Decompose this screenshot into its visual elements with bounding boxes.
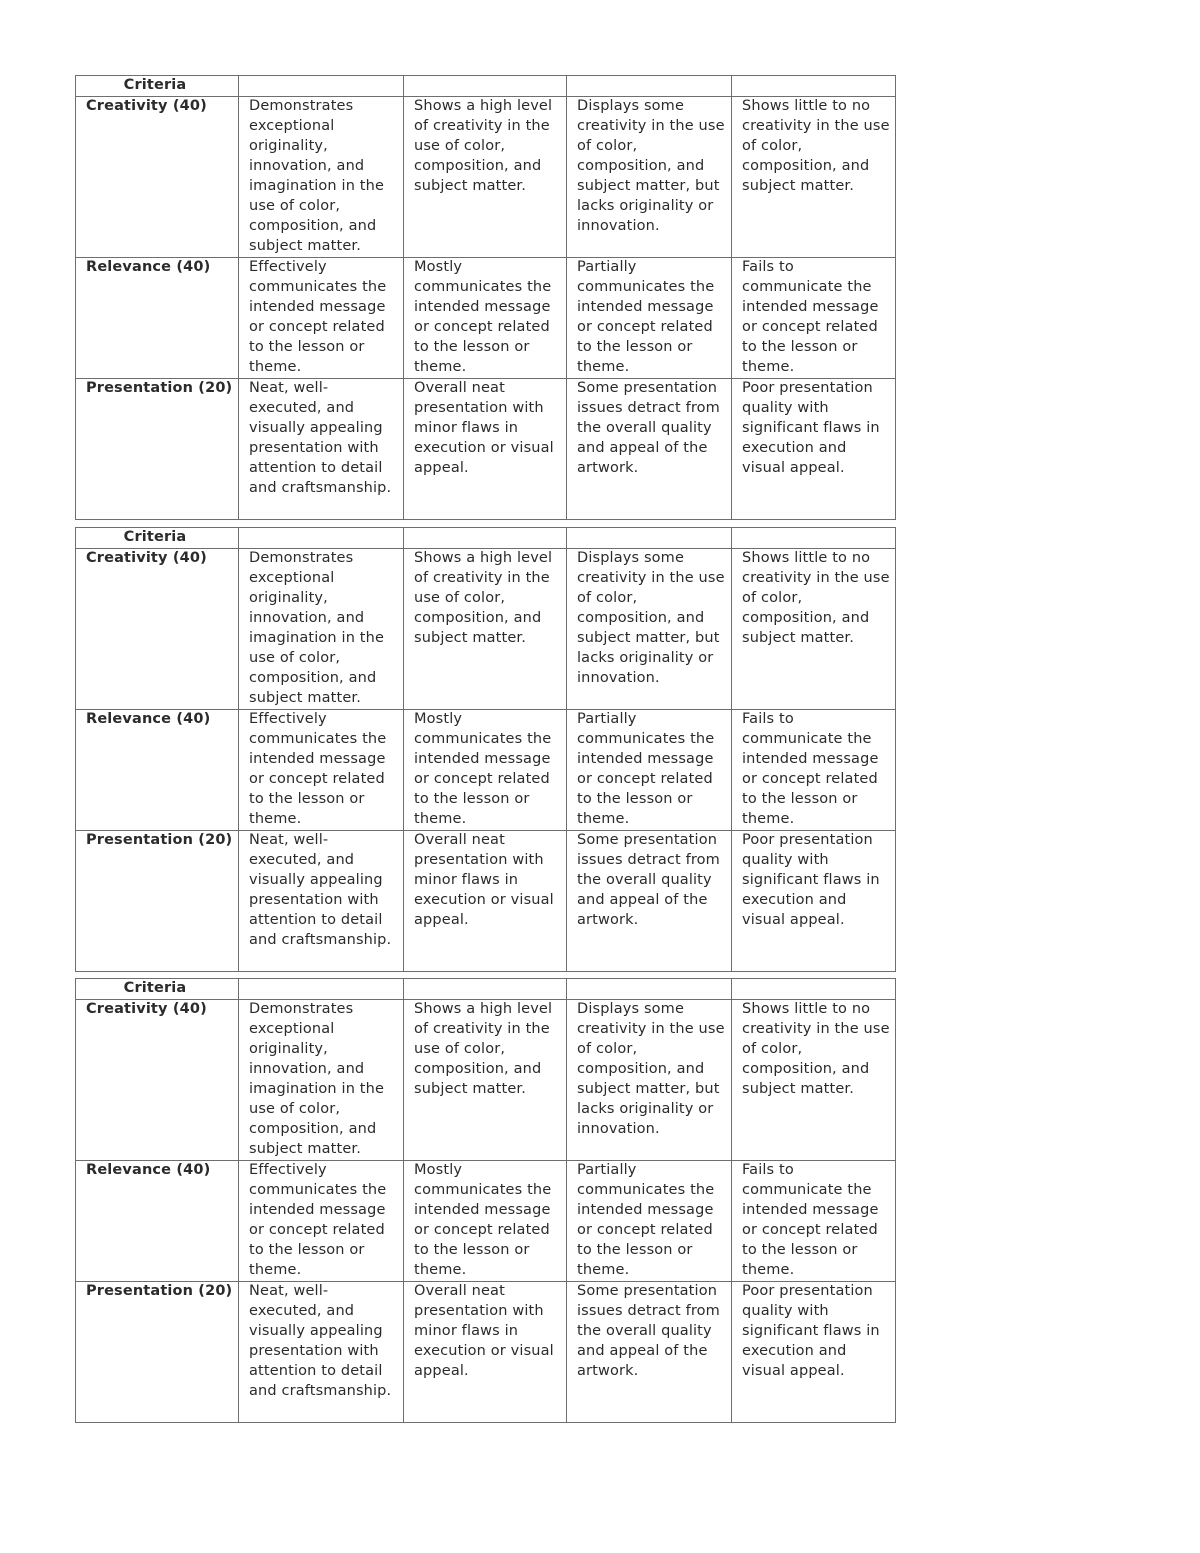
criterion-label: Relevance (40) [76, 258, 239, 379]
header-cell-empty [404, 76, 567, 97]
level-cell: Overall neat presentation with minor flaws in execution or visual appeal. [404, 1282, 567, 1423]
criterion-label: Relevance (40) [76, 710, 239, 831]
table-row [76, 1282, 896, 1423]
header-cell-empty [732, 76, 896, 97]
level-cell: Demonstrates exceptional originality, innovation, and imagination in the use of color, composition, and subject matter. [239, 97, 404, 258]
header-cell-empty [567, 76, 732, 97]
criteria-header: Criteria [76, 979, 239, 1000]
criterion-label: Creativity (40) [76, 97, 239, 258]
level-cell: Neat, well-executed, and visually appealing presentation with attention to detail and craftsmanship. [239, 831, 404, 972]
header-cell-empty [732, 979, 896, 1000]
level-cell: Fails to communicate the intended message or concept related to the lesson or theme. [732, 1161, 896, 1282]
level-cell: Shows a high level of creativity in the use of color, composition, and subject matter. [404, 549, 567, 710]
level-cell: Overall neat presentation with minor flaws in execution or visual appeal. [404, 379, 567, 520]
level-cell: Neat, well-executed, and visually appealing presentation with attention to detail and craftsmanship. [239, 1282, 404, 1423]
level-cell: Poor presentation quality with significant flaws in execution and visual appeal. [732, 1282, 896, 1423]
table-row [76, 97, 896, 258]
rubric-table-3 [75, 978, 896, 1423]
level-cell: Some presentation issues detract from the overall quality and appeal of the artwork. [567, 831, 732, 972]
header-row [76, 979, 896, 1000]
criterion-label: Creativity (40) [76, 1000, 239, 1161]
level-cell: Displays some creativity in the use of color, composition, and subject matter, but lacks originality or innovation. [567, 549, 732, 710]
level-cell: Mostly communicates the intended message or concept related to the lesson or theme. [404, 258, 567, 379]
table-row [76, 1000, 896, 1161]
table-row [76, 710, 896, 831]
level-cell: Overall neat presentation with minor flaws in execution or visual appeal. [404, 831, 567, 972]
level-cell: Fails to communicate the intended message or concept related to the lesson or theme. [732, 710, 896, 831]
header-cell-empty [732, 528, 896, 549]
table-row [76, 379, 896, 520]
level-cell: Effectively communicates the intended message or concept related to the lesson or theme. [239, 710, 404, 831]
criterion-label: Presentation (20) [76, 1282, 239, 1423]
table-row [76, 831, 896, 972]
criterion-label: Creativity (40) [76, 549, 239, 710]
level-cell: Some presentation issues detract from the overall quality and appeal of the artwork. [567, 379, 732, 520]
table-row [76, 1161, 896, 1282]
header-cell-empty [239, 979, 404, 1000]
header-row [76, 528, 896, 549]
level-cell: Displays some creativity in the use of color, composition, and subject matter, but lacks originality or innovation. [567, 97, 732, 258]
level-cell: Shows little to no creativity in the use of color, composition, and subject matter. [732, 1000, 896, 1161]
criteria-header: Criteria [76, 528, 239, 549]
criterion-label: Relevance (40) [76, 1161, 239, 1282]
header-row [76, 76, 896, 97]
level-cell: Effectively communicates the intended message or concept related to the lesson or theme. [239, 1161, 404, 1282]
level-cell: Partially communicates the intended message or concept related to the lesson or theme. [567, 710, 732, 831]
level-cell: Shows a high level of creativity in the use of color, composition, and subject matter. [404, 97, 567, 258]
level-cell: Poor presentation quality with significant flaws in execution and visual appeal. [732, 831, 896, 972]
header-cell-empty [239, 528, 404, 549]
level-cell: Shows little to no creativity in the use of color, composition, and subject matter. [732, 97, 896, 258]
header-cell-empty [404, 979, 567, 1000]
criterion-label: Presentation (20) [76, 831, 239, 972]
level-cell: Demonstrates exceptional originality, innovation, and imagination in the use of color, composition, and subject matter. [239, 549, 404, 710]
table-row [76, 549, 896, 710]
level-cell: Displays some creativity in the use of color, composition, and subject matter, but lacks originality or innovation. [567, 1000, 732, 1161]
criteria-header: Criteria [76, 76, 239, 97]
level-cell: Neat, well-executed, and visually appealing presentation with attention to detail and craftsmanship. [239, 379, 404, 520]
level-cell: Shows a high level of creativity in the use of color, composition, and subject matter. [404, 1000, 567, 1161]
level-cell: Demonstrates exceptional originality, innovation, and imagination in the use of color, composition, and subject matter. [239, 1000, 404, 1161]
header-cell-empty [404, 528, 567, 549]
level-cell: Partially communicates the intended message or concept related to the lesson or theme. [567, 1161, 732, 1282]
header-cell-empty [567, 979, 732, 1000]
rubric-table-2 [75, 527, 896, 972]
level-cell: Partially communicates the intended message or concept related to the lesson or theme. [567, 258, 732, 379]
level-cell: Mostly communicates the intended message or concept related to the lesson or theme. [404, 710, 567, 831]
level-cell: Fails to communicate the intended message or concept related to the lesson or theme. [732, 258, 896, 379]
criterion-label: Presentation (20) [76, 379, 239, 520]
rubric-table-1 [75, 75, 896, 520]
table-row [76, 258, 896, 379]
level-cell: Shows little to no creativity in the use of color, composition, and subject matter. [732, 549, 896, 710]
level-cell: Effectively communicates the intended message or concept related to the lesson or theme. [239, 258, 404, 379]
level-cell: Some presentation issues detract from the overall quality and appeal of the artwork. [567, 1282, 732, 1423]
level-cell: Poor presentation quality with significant flaws in execution and visual appeal. [732, 379, 896, 520]
header-cell-empty [239, 76, 404, 97]
level-cell: Mostly communicates the intended message or concept related to the lesson or theme. [404, 1161, 567, 1282]
header-cell-empty [567, 528, 732, 549]
